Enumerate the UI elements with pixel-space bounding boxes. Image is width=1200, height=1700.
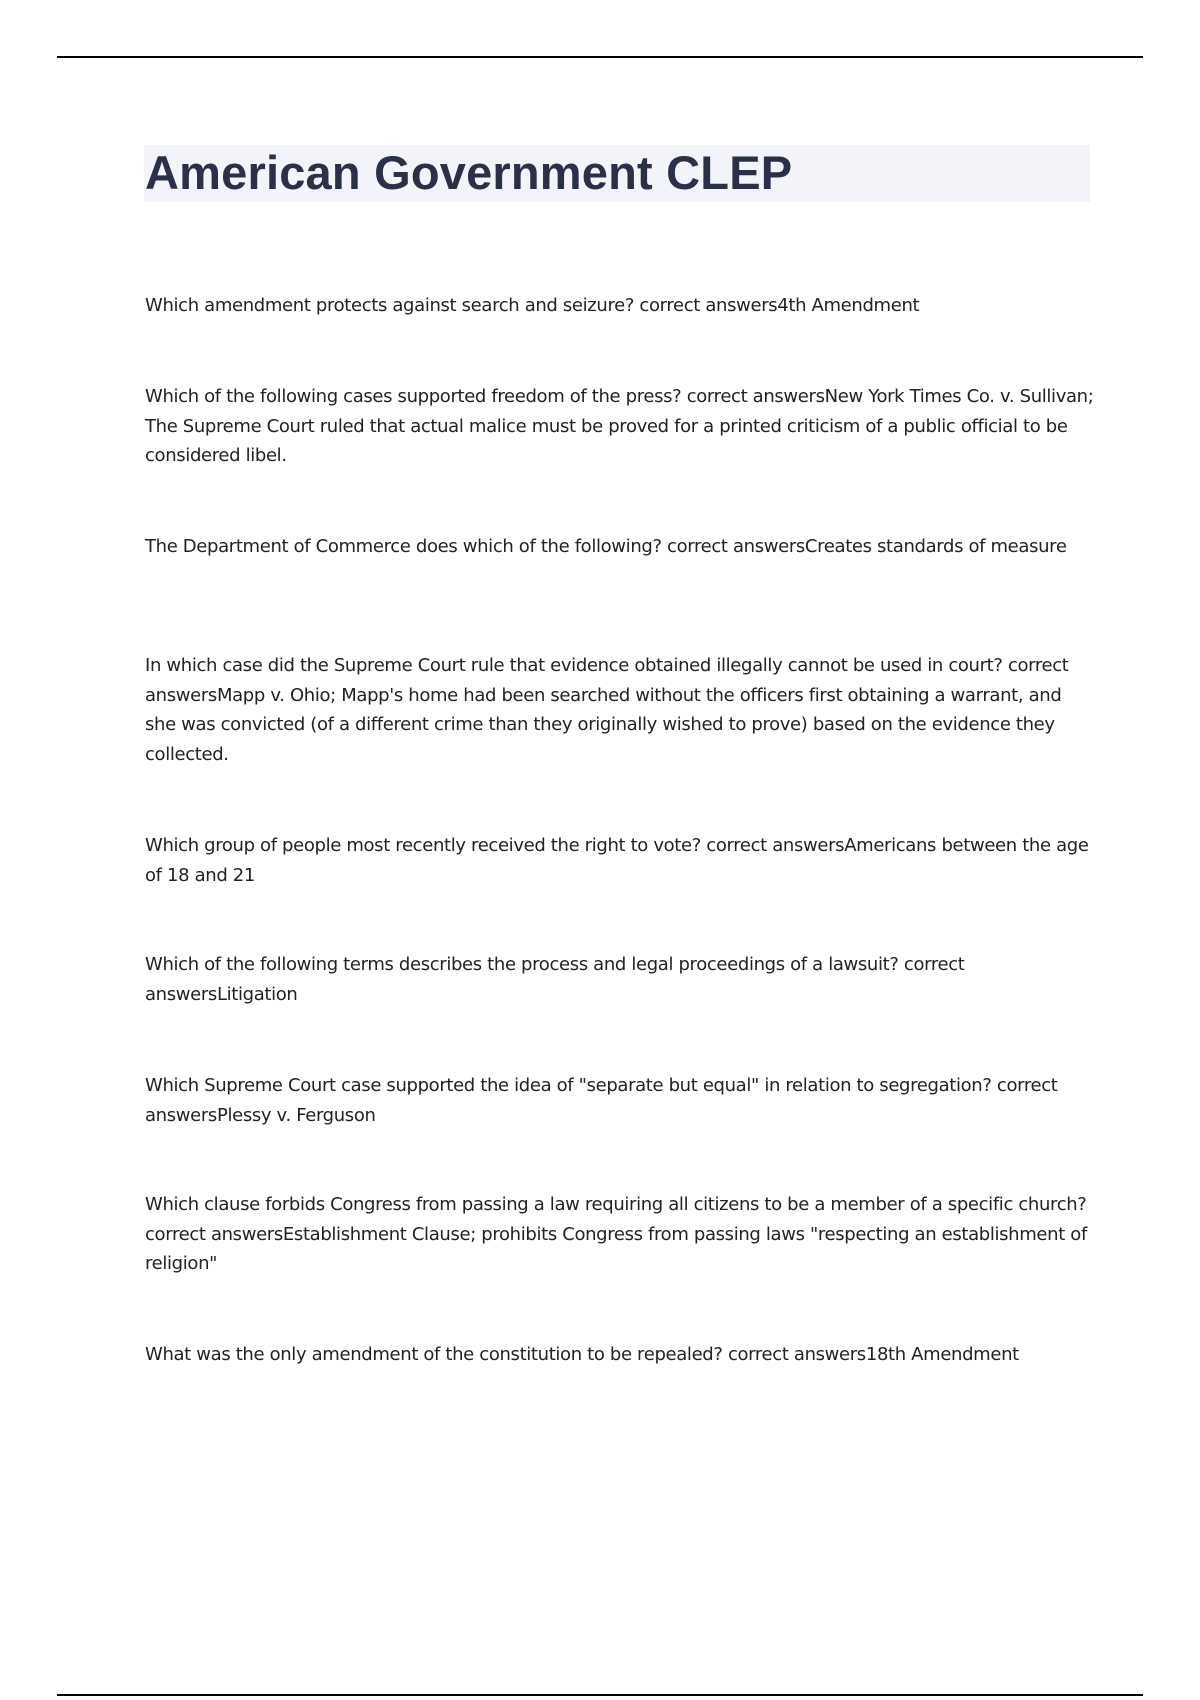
qa-item: Which of the following terms describes the process and legal proceedings of a lawsuit? correct answersLitigation [145, 954, 965, 1005]
qa-item: Which amendment protects against search and seizure? correct answers4th Amendment [145, 295, 920, 316]
header-rule [57, 56, 1143, 58]
qa-item: Which Supreme Court case supported the idea of "separate but equal" in relation to segregation? correct answersPlessy v. Ferguson [145, 1075, 1058, 1126]
qa-item: Which of the following cases supported freedom of the press? correct answersNew York Times Co. v. Sullivan; The Supreme Court ruled that actual malice must be proved for a printed criticism of a public official to be considered libel. [145, 386, 1094, 466]
qa-item: In which case did the Supreme Court rule that evidence obtained illegally cannot be used in court? correct answersMapp v. Ohio; Mapp's home had been searched without the officers first obtaining a warrant, and she was convicted (of a different crime than they originally wished to prove) based on the evidence they collected. [145, 655, 1069, 765]
qa-item: The Department of Commerce does which of the following? correct answersCreates standards of measure [145, 536, 1067, 557]
qa-item: What was the only amendment of the constitution to be repealed? correct answers18th Amendment [145, 1344, 1019, 1365]
qa-item: Which group of people most recently received the right to vote? correct answersAmericans between the age of 18 and 21 [145, 835, 1089, 886]
footer-rule [57, 1694, 1143, 1696]
document-title: American Government CLEP [145, 146, 793, 199]
qa-item: Which clause forbids Congress from passing a law requiring all citizens to be a member of a specific church? correct answersEstablishment Clause; prohibits Congress from passing laws "respecting an establishment of religion" [145, 1194, 1087, 1274]
